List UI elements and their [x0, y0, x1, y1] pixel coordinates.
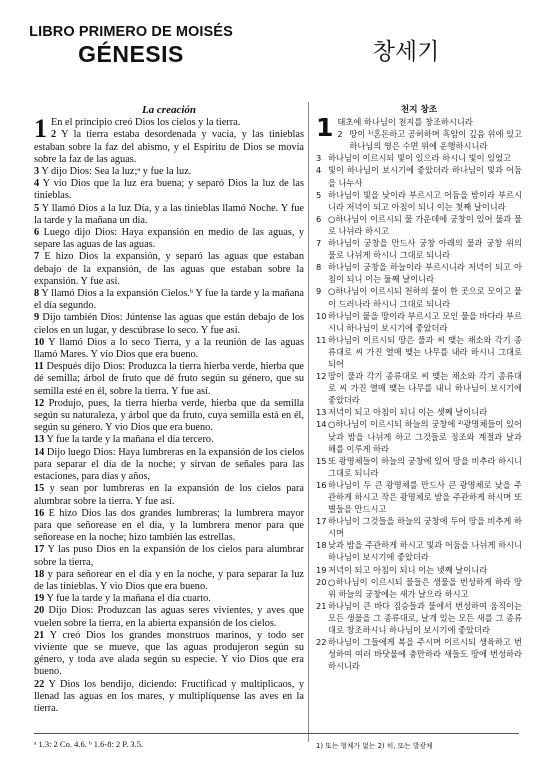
verse-number: 8	[34, 288, 40, 300]
verse	[34, 129, 304, 166]
verse-text: 낮과 밤을 주관하게 하시고 빛과 어둠을 나뉘게 하시니 하나님이 보시기에 좋았더라	[328, 540, 522, 563]
verse-text: Dijo también Dios: Júntense las aguas que están debajo de los cielos en un lugar, y descúbrase lo seco. Y fue así.	[34, 312, 304, 336]
verse-number: 5	[34, 202, 40, 214]
verse-number: 9	[316, 286, 322, 297]
verse-number: 10	[316, 310, 327, 321]
verse	[34, 434, 304, 446]
verse-number: 5	[316, 189, 322, 200]
verse	[316, 539, 522, 563]
verse	[34, 605, 304, 629]
verse	[316, 600, 522, 636]
verse-text: 하나님이 이르시되 빛이 있으라 하시니 빛이 있었고	[328, 153, 512, 164]
verse	[34, 447, 304, 484]
chapter-number: 1	[34, 114, 47, 144]
verse-number: 14	[316, 419, 327, 430]
verse-number: 17	[316, 516, 327, 527]
verse-number: 18	[316, 540, 327, 551]
verse-text: Y creó Dios los grandes monstruos marinos, y todo ser viviente que se mueve, que las aguas produjeron según su género, y toda ave alada según su especie. Y vio Dios que era bueno.	[34, 629, 304, 678]
verse-number: 19	[316, 564, 327, 575]
verse	[34, 288, 304, 312]
verse-text: 하나님이 궁창을 만드사 궁창 아래의 물과 궁창 위의 물로 나뉘게 하시니 그대로 되니라	[328, 238, 522, 261]
verse	[34, 203, 304, 227]
verse-text: En el principio creó Dios los cielos y la tierra.	[51, 117, 241, 129]
verse-text: Dijo luego Dios: Haya lumbreras en la expansión de los cielos para separar el día de la noche; y sirvan de señales para las estaciones, para días y años,	[34, 446, 304, 483]
verse-text: ○하나님이 이르시되 하늘의 궁창에 ²⁾광명체들이 있어 낮과 밤을 나뉘게 하고 그것들로 징조와 계절과 날과 해를 이루게 하라	[328, 419, 522, 454]
footnote-rule	[34, 733, 519, 734]
verse-text: y para señorear en el día y en la noche, y para separar la luz de las tinieblas. Y vio Dios que era bueno.	[34, 568, 304, 592]
verse-text: Y llamó Dios a lo seco Tierra, y a la reunión de las aguas llamó Mares. Y vio Dios que era bueno.	[34, 336, 304, 361]
verse-number: 2	[337, 129, 343, 140]
verse	[34, 337, 304, 361]
verse-text: 저녁이 되고 아침이 되니 이는 셋째 날이니라	[328, 407, 488, 418]
verse-text: Y llamó Dios a la luz Día, y a las tinieblas llamó Noche. Y fue la tarde y la mañana un día.	[34, 202, 304, 226]
footnote-spanish: ᵃ 1.3: 2 Co. 4.6. ᵇ 1.6-8: 2 P. 3.5.	[34, 739, 144, 749]
verse-number: 12	[34, 397, 45, 409]
verse-number: 14	[34, 446, 45, 458]
verse-text: 하나님이 뭍을 땅이라 부르시고 모인 물을 바다라 부르시니 하나님이 보시기에 좋았더라	[328, 310, 522, 333]
verse-text: Y dijo Dios: Sea la luz;ᵃ y fue la luz.	[41, 166, 192, 178]
verse-number: 6	[316, 213, 322, 224]
section-heading-spanish: La creación	[141, 104, 197, 116]
verse-text: Y Dios los bendijo, diciendo: Fructificad y multiplicaos, y llenad las aguas en los mares, y multiplíquense las aves en la tierra.	[34, 678, 304, 714]
spanish-column	[34, 104, 304, 715]
verse-text: 하나님이 궁창을 하늘이라 부르시니라 저녁이 되고 아침이 되니 이는 둘째 날이니라	[328, 262, 522, 285]
book-name: GÉNESIS	[78, 41, 184, 67]
verse-text: Produjo, pues, la tierra hierba verde, hierba que da semilla según su naturaleza, y árbol que da fruto, cuya semilla está en él, según su género. Y vio Dios que era bueno.	[34, 397, 305, 434]
verse-number: 13	[316, 407, 327, 418]
verse-number: 19	[34, 593, 45, 605]
column-divider	[308, 102, 309, 742]
verse-text: 하나님이 이르시되 땅은 풀과 씨 맺는 채소와 각기 종류대로 씨 가진 열매 맺는 나무를 내라 하시니 그대로 되어	[328, 334, 522, 369]
verse	[34, 630, 304, 679]
verse-number: 16	[34, 507, 45, 519]
verse-text: Y la tierra estaba desordenada y vacía, y las tinieblas estaban sobre la faz del abismo, y el Espíritu de Dios se movía sobre la faz de las aguas.	[34, 129, 304, 165]
verse-number: 10	[34, 336, 45, 348]
verse	[316, 418, 522, 454]
verse-text: 태초에 하나님이 천지를 창조하시니라	[337, 117, 473, 128]
verse	[316, 164, 522, 188]
verse-text: Y fue la tarde y la mañana el día cuarto.	[46, 593, 211, 605]
verse-text: 또 광명체들이 하늘의 궁창에 있어 땅을 비추라 하시니 그대로 되니라	[328, 455, 522, 478]
verse-text: Y las puso Dios en la expansión de los cielos para alumbrar sobre la tierra,	[34, 544, 304, 568]
verse-text: 땅이 ¹⁾혼돈하고 공허하며 흑암이 깊음 위에 있고 하나님의 영은 수면 위에 운행하시니라	[349, 129, 522, 152]
verse-number: 11	[316, 334, 327, 345]
verse	[34, 312, 304, 336]
verse-number: 3	[316, 153, 322, 164]
verse-text: ○하나님이 이르시되 천하의 물이 한 곳으로 모이고 뭍이 드러나라 하시니 그대로 되니라	[328, 286, 522, 309]
verse	[316, 636, 522, 672]
verse	[316, 261, 522, 285]
verse	[34, 398, 304, 435]
verse-text: y sean por lumbreras en la expansión de los cielos para alumbrar sobre la tierra. Y fue así.	[34, 483, 304, 507]
verse-text: 하나님이 큰 바다 짐승들과 물에서 번성하여 움직이는 모든 생물을 그 종류대로, 날개 있는 모든 새를 그 종류대로 창조하시니 하나님이 보시기에 좋았더라	[328, 600, 522, 636]
verse	[34, 361, 304, 398]
verse-text: Luego dijo Dios: Haya expansión en medio de las aguas, y separe las aguas de las aguas.	[34, 227, 304, 251]
verse	[316, 152, 522, 164]
verse-text: ○하나님이 이르시되 물들은 생물을 번성하게 하라 땅 위 하늘의 궁창에는 새가 날으라 하시고	[328, 576, 522, 599]
verse-number: 7	[316, 238, 322, 249]
chapter-number: 1	[316, 113, 334, 143]
verse	[316, 406, 522, 418]
verse-number: 16	[316, 479, 327, 490]
verse-text: E hizo Dios las dos grandes lumbreras; la lumbrera mayor para que señorease en el día, y la lumbrera menor para que señorease en la noche; hizo también las estrellas.	[34, 507, 304, 544]
verse-text: 하나님이 그들에게 복을 주시며 이르시되 생육하고 번성하여 여러 바닷물에 충만하라 새들도 땅에 번성하라 하시니라	[328, 637, 522, 672]
verse-text: 땅이 풀과 각기 종류대로 씨 맺는 채소와 각기 종류대로 씨 가진 열매 맺는 나무를 내니 하나님이 보시기에 좋았더라	[328, 371, 522, 406]
verse-number: 22	[34, 678, 45, 690]
verse-text: 하나님이 두 큰 광명체를 만드사 큰 광명체로 낮을 주관하게 하시고 작은 광명체로 밤을 주관하게 하시며 또 별들을 만드시고	[328, 479, 522, 515]
verse	[34, 166, 304, 178]
verse	[34, 679, 304, 716]
verse	[316, 564, 522, 576]
verse-number: 8	[316, 262, 322, 273]
verse-text: Y vio Dios que la luz era buena; y separó Dios la luz de las tinieblas.	[34, 178, 304, 202]
verse	[316, 237, 522, 261]
verse	[316, 370, 522, 406]
verse-number: 21	[316, 600, 327, 611]
verse-number: 3	[34, 166, 40, 178]
verse	[316, 189, 522, 213]
verse-text: 저녁이 되고 아침이 되니 이는 넷째 날이니라	[328, 564, 488, 575]
verse-text: Después dijo Dios: Produzca la tierra hierba verde, hierba que dé semilla; árbol de fruto que dé fruto según su género, que su semilla esté en él, sobre la tierra. Y fue así.	[34, 361, 304, 397]
verse-number: 20	[316, 576, 327, 587]
verse-number: 20	[34, 605, 45, 617]
verse-number: 15	[316, 455, 327, 466]
verse-number: 15	[34, 483, 45, 495]
section-heading-korean: 천지 창조	[400, 105, 438, 115]
verse	[316, 515, 522, 539]
verse-number: 17	[34, 544, 45, 556]
verse	[337, 128, 522, 152]
verse-number: 21	[34, 629, 45, 641]
verse	[34, 114, 304, 144]
verse	[34, 544, 304, 568]
verse-number: 4	[34, 178, 40, 190]
verse-number: 4	[316, 165, 322, 176]
verse	[34, 508, 304, 545]
verse	[316, 213, 522, 237]
verse-number: 22	[316, 637, 327, 648]
korean-column	[316, 104, 522, 672]
verse-text: E hizo Dios la expansión, y separó las aguas que estaban debajo de la expansión, de las aguas que estaban sobre la expansión. Y fue así.	[34, 251, 304, 287]
verse-number: 12	[316, 371, 327, 382]
verse-number: 7	[34, 251, 40, 263]
verse	[316, 334, 522, 370]
verse-number: 18	[34, 568, 45, 580]
korean-title: 창세기	[372, 39, 440, 65]
verse-text: ○하나님이 이르시되 물 가운데에 궁창이 있어 물과 물로 나뉘라 하시고	[328, 213, 522, 236]
verse	[34, 483, 304, 507]
verse-text: 빛이 하나님이 보시기에 좋았더라 하나님이 빛과 어둠을 나누사	[328, 165, 522, 188]
verse	[316, 576, 522, 600]
verse	[316, 285, 522, 309]
verse-number: 9	[34, 312, 40, 324]
verse	[316, 455, 522, 479]
verse	[316, 310, 522, 334]
verse	[34, 227, 304, 251]
book-title: LIBRO PRIMERO DE MOISÉS	[29, 24, 233, 40]
verse	[34, 569, 304, 593]
verse-text: Dijo Dios: Produzcan las aguas seres vivientes, y aves que vuelen sobre la tierra, en la abierta expansión de los cielos.	[34, 605, 305, 629]
verse-number: 13	[34, 434, 45, 446]
footnote-korean: 1) 또는 형체가 없는 2) 히, 또는 발광체	[316, 742, 433, 750]
verse	[316, 479, 522, 515]
verse-number: 11	[34, 361, 44, 373]
verse-text: 하나님이 그것들을 하늘의 궁창에 두어 땅을 비추게 하시며	[328, 516, 522, 539]
verse-text: Y llamó Dios a la expansión Cielos.ᵇ Y fue la tarde y la mañana el día segundo.	[34, 288, 304, 312]
verse-number: 2	[51, 129, 57, 141]
verse-text: Y fue la tarde y la mañana el día tercero.	[46, 434, 214, 446]
verse-number: 6	[34, 227, 40, 239]
verse	[34, 593, 304, 605]
verse	[34, 178, 304, 202]
verse-text: 하나님이 빛을 낮이라 부르시고 어둠을 밤이라 부르시니라 저녁이 되고 아침이 되니 이는 첫째 날이니라	[328, 189, 522, 212]
verse	[34, 251, 304, 288]
